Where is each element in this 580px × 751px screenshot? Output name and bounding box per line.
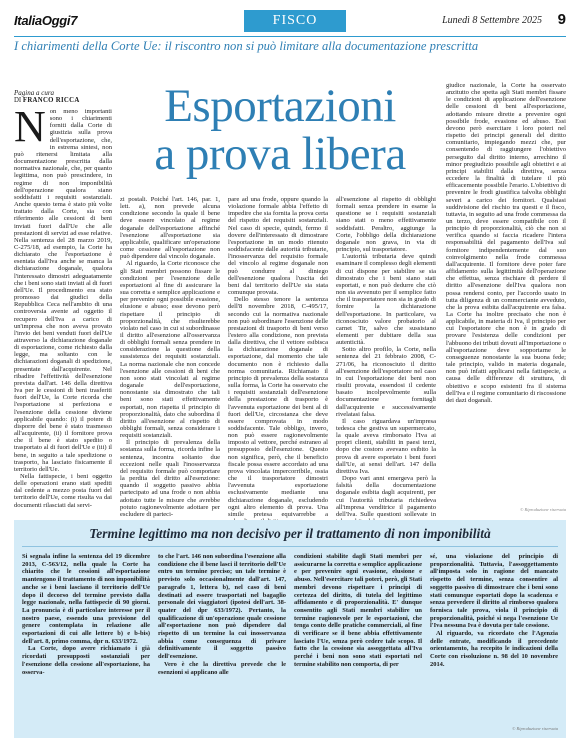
article-paragraph: Sotto altro profilo, la Corte, nella sentenza del 21 febbraio 2008, C-271/06, ha riconosciuto il diritto all'esenzione dell'esportatore nel caso in cui l'esportazione dei beni non risulti provata, essendosi il cedente basato incolpevolmente sulla documentazione fornitagli dall'acquirente e successivamente rivelatasi falsa. xyxy=(336,346,436,418)
headline xyxy=(122,82,438,178)
sidebar-paragraph: Si segnala infine la sentenza del 19 dicembre 2013, C-563/12, nella quale la Corte ha chiarito che le cessioni all'esportazione mantengono il trattamento di non imponibilità anche se i beni lasciano il territorio dell'Ue dopo il decorso del termine previsto dalla legge nazionale, nella fattispecie di 90 giorni. La pronuncia è di particolare interesse per il nostro paese, essendo una previsione del genere contemplata in relazione alle esportazioni di cui alle lettere b) e b-bis) dell'art. 8, primo comma, dpr n. 633/1972. xyxy=(22,553,150,645)
article-paragraph: zi postali. Poiché l'art. 146, par. 1, lett. a), non prevede alcuna condizione secondo la quale il bene deve essere vincolato al regime doganale dell'esportazione affinché l'esenzione all'esportazione sia applicabile, qualificare un'operazione come cessione all'esportazione non può dipendere dal vincolo doganale. xyxy=(120,196,220,261)
article-paragraph: pare ad una frode, oppure quando la violazione formale abbia l'effetto di impedire che sia fornita la prova certa del rispetto dei requisiti sostanziali. Nel caso di specie, quindi, fermo il dovere dell'interessato di dimostrare l'esportazione in un modo ritenuto soddisfacente dalle autorità tributarie, l'inosservanza del requisito formale del vincolo al regime doganale non può condurre al diniego dell'esenzione qualora l'uscita dei beni dal territorio dell'Ue sia stata comunque provata. xyxy=(228,196,328,297)
headline-line-1: Esportazioni xyxy=(164,80,396,132)
headline-box xyxy=(122,82,438,192)
article-paragraph xyxy=(14,102,112,473)
sidebar-copyright-note: © Riproduzione riservata xyxy=(512,726,558,731)
article-paragraph: Il caso riguardava un'impresa tedesca che gestiva un supermercato, la quale aveva rimborsato l'Iva ai propri clienti, stabiliti in paesi terzi, dopo che costoro avevano esibito la prova di avere esportato i beni fuori dall'Ue, ai sensi dell'art. 147 della direttiva Iva. xyxy=(336,417,436,475)
article-column-1 xyxy=(14,102,112,509)
sidebar-column-3 xyxy=(294,553,422,729)
sidebar-paragraph: Al riguardo, va ricordato che l'Agenzia delle entrate, modificando il precedente orientamento, ha recepito le indicazioni della Corte con risoluzione n. 98 del 10 novembre 2014. xyxy=(430,630,558,668)
article-paragraph: Dello stesso tenore la sentenza dell'8 novembre 2018, C-495/17, secondo cui la normativa nazionale non può subordinare l'esenzione delle prestazioni di trasporto di beni verso l'estero alla condizione, non prevista dalla direttiva, che il vettore esibisca la dichiarazione doganale di esportazione, dal momento che tale documento non è richiesto dalla norma comunitaria. Richiamato il principio di prevalenza della sostanza sulla forma, la Corte ha osservato che i requisiti sostanziali dell'esenzione della prestazione di trasporto è l'avvenuta esportazione dei beni al di fuori dell'Ue, circostanza che deve essere comprovata in modo soddisfacente. Tale obbligo, invero, non può essere ragionevolmente imposto al vettore, perché estraneo al presupposto dell'esenzione. Questo non significa, però, che il beneficio fiscale possa essere accordato ad una prova vincolata impercorribile, ossia che il trasportatore dimostri l'avvenuta esportazione esclusivamente mediante una dichiarazione doganale, escludendo ogni altro elemento di prova. Una simile pretesa equivarrebbe a xyxy=(228,296,328,518)
article-paragraph: giudice nazionale, la Corte ha osservato anzitutto che spetta agli Stati membri fissare le condizioni di applicazione dell'esenzione delle cessioni di beni all'esportazione, adottando misure dirette a prevenire ogni possibile frode, evasione ed abuso. Essi devono però esercitare i loro poteri nel rispetto dei principi generali del diritto comunitario, impiegando mezzi che, pur consentendo di raggiungere l'obiettivo perseguito dal diritto interno, arrechino il minor pregiudizio possibile agli obiettivi e ai principi stabiliti dalla direttiva, senza eccedere la finalità di tutelare il più efficacemente possibile l'erario. L'obiettivo di prevenire le frodi giustifica talvolta obblighi severi a carico dei fornitori. Qualsiasi suddivisione del rischio tra questi e il fisco, tuttavia, in seguito ad una frode commessa da un terzo, deve essere compatibile con il principio di proporzionalità, ciò che non si verifica quando si faccia ricadere l'intera responsabilità del pagamento dell'Iva sul fornitore indipendentemente dal suo coinvolgimento nella frode commessa dall'acquirente. Il fornitore deve poter fare affidamento sulla legittimità dell'operazione che effettua, senza rischiare di perdere il diritto all'esenzione dell'Iva qualora non possa rendersi conto, per l'accordo usato in tutta diligenza di un commerciante avveduto, che la prova esibita dall'acquirente era falsa. La Corte ha inoltre precisato che non è applicabile, in materia di Iva, il principio per cui l'esportatore che non è in grado di provare l'esistenza delle condizioni per l'abbuono dei tributi dovuti all'importazione o all'esportazione deve sopportarne le conseguenze nonostante la sua buona fede; tale principio, valido in materia doganale, non può infatti applicarsi nella fattispecie, a causa delle differenze di struttura, di obiettivo e scopo esistenti fra il sistema dell'Iva e il regime comunitario di riscossione dei dazi doganali. xyxy=(446,82,566,404)
article-paragraph: L'autorità tributaria deve quindi esaminare il complesso degli elementi di cui dispone per stabilire se sia dimostrato che i beni siano stati esportati, e non può dedurre che ciò non sia avvenuto per il semplice fatto che il trasportatore non sia in grado di fornire la dichiarazione dell'esportazione. In particolare, va riconosciuto valore probatorio al carnet Tir, salvo che sussistano elementi per dubitare della sua autenticità. xyxy=(336,253,436,347)
article-paragraph: all'esenzione al rispetto di obblighi formali senza prendere in esame la questione se i requisiti sostanziali siano stati o meno effettivamente soddisfatti. Peraltro, aggiunge la Corte, l'obbligo della dichiarazione doganale non grava, in via di principio, sul trasportatore. xyxy=(336,196,436,254)
byline-prefix: DI xyxy=(14,97,22,104)
sidebar-column-4 xyxy=(430,553,558,721)
article-column-5 xyxy=(446,82,566,504)
sidebar-column-2 xyxy=(158,553,286,729)
sidebar-paragraph: condizioni stabilite dagli Stati membri per assicurarne la corretta e semplice applicazione e per prevenire ogni evasione, elusione e abuso. Nell'esercitare tali poteri, però, gli Stati membri devono rispettare i principi di certezza del diritto, di tutela del legittimo affidamento e di proporzionalità. E' dunque consentito agli Stati membri stabilire un termine ragionevole per le esportazioni, che tenga conto delle pratiche commerciali, al fine di verificare se il bene abbia effettivamente lasciato l'Ue, senza però cedere tale scopo. Il fatto che la cessione sia assoggettata all'Iva perché i beni non sono stati esportati nel termine stabilito non comporta, di per xyxy=(294,553,422,668)
headline-line-2: a prova libera xyxy=(154,128,406,180)
article-column-3 xyxy=(228,196,328,518)
drop-cap: N xyxy=(14,102,46,151)
sidebar-rule xyxy=(22,546,558,547)
byline-author: FRANCO RICCA xyxy=(22,97,80,104)
paragraph-text: on meno importanti sono i chiarimenti forniti dalla Corte di giustizia sulla prova dell'esportazione, che, in estrema sintesi, non può ritenersi limitata alla documentazione prescritta dalla normativa nazionale, che, per quanto legittima, non può prescindere, in regime di non imponibilità dell'operazione qualora siano soddisfatti i requisiti sostanziali. Anche questo tema è stato più volte trattato dalla Corte, sia con riferimento alle cessioni di beni inviati fuori dall'Ue che alle prestazioni di servizi ad esse relative. Nella sentenza del 28 marzo 2019, C-275/18, ad esempio, la Corte ha dichiarato che l'esportazione è esentata dall'Iva anche se manca la dichiarazione doganale, qualora l'interessato dimostri adeguatamente che i beni sono stati inviati al di fuori dell'Ue. Il procedimento era stato promosso dai giudici della Repubblica Ceca nell'ambito di una controversia avente ad oggetto il recupero dell'Iva a carico di un'impresa che non aveva provato l'invio dei beni venduti fuori dell'Ue attraverso la dichiarazione doganale di esportazione, come richiesto dalla legge, ma soltanto con le dichiarazioni doganali di spedizione, presentate dall'acquirente. Nel ribadire l'effettività dell'esenzione prevista dall'art. 146 della direttiva Iva per le cessioni di beni trasferiti fuori dell'Ue, la Corte ricorda che l'esportazione si perfeziona e l'esenzione della cessione diviene applicabile quando: (i) il potere di disporre del bene è stato trasmesso all'acquirente, (ii) il fornitore prova che il bene è stato spedito o trasportato al di fuori dell'Ue e (iii) il bene, in seguito a tale spedizione o trasporto, ha lasciato fisicamente il territorio dell'Ue. xyxy=(14,108,112,473)
section-tab: FISCO xyxy=(244,10,346,32)
byline-intro: Pagina a cura xyxy=(14,89,55,97)
article-paragraph: Al riguardo, la Corte riconosce che gli Stati membri possono fissare le condizioni per l'esenzione delle esportazioni al fine di assicurare la sua corretta e semplice applicazione e per prevenire ogni possibile evasione, elusione e abuso; esse devono però rispettare il principio di proporzionalità, che risulterebbe violato nel caso in cui si subordinasse il diritto all'esenzione all'osservanza di obblighi formali senza prendere in considerazione la questione della sussistenza dei requisiti sostanziali. La norma nazionale che non concede l'esenzione alle cessioni di beni che non sono stati vincolati al regime doganale dell'esportazione, nonostante sia dimostrato che tali beni sono stati effettivamente esportati, non rispetta il principio di proporzionalità, dato che subordina il diritto all'esenzione al rispetto di obblighi formali, senza considerare i requisiti sostanziali. xyxy=(120,260,220,440)
article-paragraph: Il principio di prevalenza della sostanza sulla forma, ricorda infine la sentenza, incontra soltanto due eccezioni nelle quali l'inosservanza del requisito formale può comportare la perdita del diritto all'esenzione: quando il soggetto passivo abbia partecipato ad una frode o non abbia adottato tutte le misure che avrebbe potuto ragionevolmente adottare per escludere di parteci- xyxy=(120,439,220,518)
article-paragraph: Dopo vari anni emergeva però la falsità della documentazione doganale esibita dagli acquirenti, per cui l'autorità tributaria richiedeva all'impresa venditrice il pagamento dell'Iva. Sulle questioni sollevate in xyxy=(336,475,436,518)
sidebar-column-1 xyxy=(22,553,150,729)
newspaper-logo: ItaliaOggi7 xyxy=(14,13,78,28)
sidebar-title: Termine legittimo ma non decisivo per il trattamento di non imponibilità xyxy=(89,526,491,541)
issue-date: Lunedì 8 Settembre 2025 xyxy=(442,15,542,26)
sidebar-paragraph: La Corte, dopo avere richiamato i già ricordati presupposti sostanziali per l'esenzione della cessione all'esportazione, ha osserva- xyxy=(22,645,150,676)
sidebar-box xyxy=(14,520,566,738)
masthead xyxy=(14,10,566,36)
article-column-4 xyxy=(336,196,436,518)
article-kicker: I chiarimenti della Corte Ue: il riscontro non si può limitare alla documentazione prescritta xyxy=(14,39,479,53)
copyright-note: © Riproduzione riservata xyxy=(520,507,566,512)
sidebar-paragraph: Vero è che la direttiva prevede che le esenzioni si applicano alle xyxy=(158,660,286,676)
sidebar-paragraph: to che l'art. 146 non subordina l'esenzione alla condizione che il bene lasci il territorio dell'Ue entro un termine preciso; un tale termine è previsto solo occasionalmente dall'art. 147, paragrafo 1, lettera b), nel caso di beni destinati ad essere trasportati nel bagaglio personale dei viaggiatori (ipotesi dell'art. 38-quater del dpr 633/1972). Pertanto, la qualificazione di un'operazione quale cessione all'esportazione non può dipendere dal rispetto di un termine la cui inosservanza abbia come conseguenza di privare definitivamente il soggetto passivo dell'esenzione. xyxy=(158,553,286,661)
article-column-2 xyxy=(120,196,220,518)
header-rule xyxy=(14,36,566,37)
sidebar-paragraph: sé, una violazione del principio di proporzionalità. Tuttavia, l'assoggettamento all'imposta solo in ragione del mancato rispetto del termine, senza consentire al soggetto passivo di dimostrare che i beni sono stati comunque esportati dopo la scadenza e senza prevedere il diritto al rimborso qualora fornisca tale prova, viola il principio di proporzionalità, poiché si nega l'esenzione Ue l'Iva nessuna Iva è dovuta per tale cessione. xyxy=(430,553,558,630)
page-number: 9 xyxy=(557,11,566,28)
article-paragraph: Nella fattispecie, i beni oggetto delle operazioni erano stati spediti dal cedente a mezzo posta fuori del territorio dell'Ue, come risulta va dai documenti rilasciati dai servi- xyxy=(14,472,112,509)
